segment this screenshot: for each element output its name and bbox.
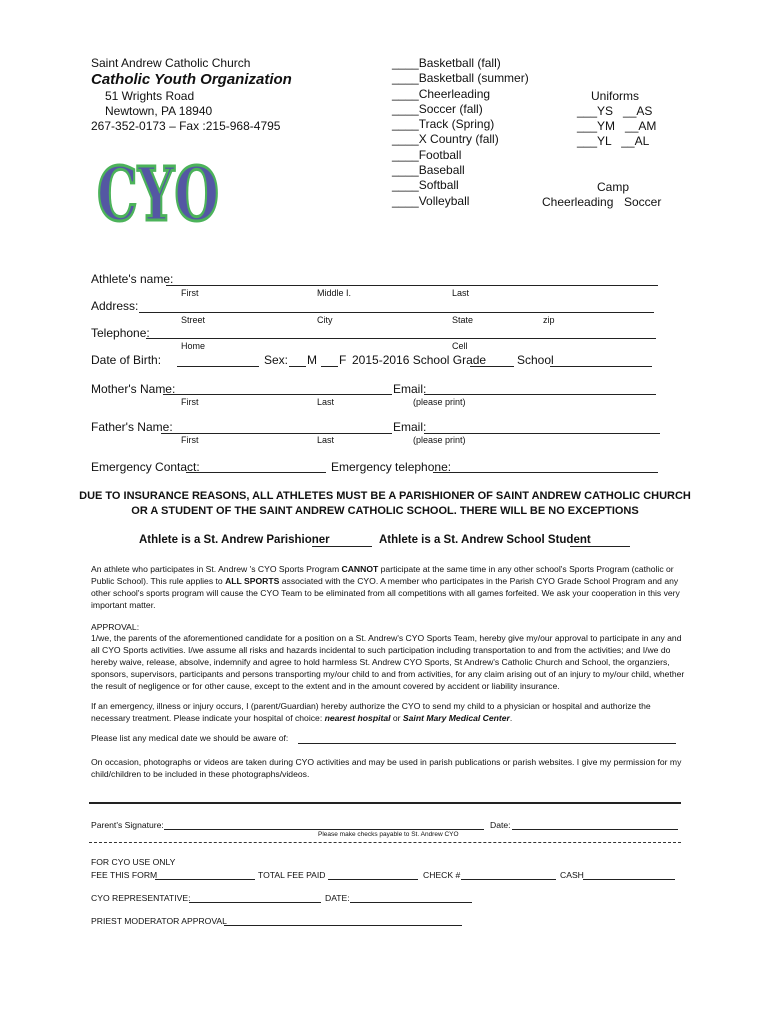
cyo-logo-text: CYO: [97, 152, 219, 238]
cell-caption: Cell: [452, 341, 468, 351]
athlete-name-field[interactable]: [166, 285, 658, 286]
please-print-caption: (please print): [413, 397, 466, 407]
first-caption: First: [181, 397, 199, 407]
priest-approval-field[interactable]: [224, 925, 462, 926]
sport-option[interactable]: ____Cheerleading: [392, 86, 491, 101]
total-fee-field[interactable]: [328, 879, 418, 880]
father-email-label: Email:: [393, 420, 427, 434]
medical-field[interactable]: [298, 743, 676, 744]
sex-male-field[interactable]: [289, 366, 306, 367]
school-grade-field[interactable]: [470, 366, 514, 367]
sports-list: [392, 56, 529, 209]
address-line-2: Newtown, PA 18940: [105, 104, 213, 118]
father-name-label: Father's Name:: [91, 420, 173, 434]
checks-note: Please make checks payable to St. Andrew CYO: [318, 831, 459, 838]
fee-field[interactable]: [155, 879, 255, 880]
school-student-field[interactable]: [570, 546, 630, 547]
insurance-notice-line-1: DUE TO INSURANCE REASONS, ALL ATHLETES MUST BE A PARISHIONER OF SAINT ANDREW CATHOLIC CHURCH: [79, 490, 691, 502]
first-caption: First: [181, 288, 199, 298]
emergency-contact-field[interactable]: [186, 472, 326, 473]
sex-female-field[interactable]: [321, 366, 338, 367]
approval-paragraph: 1/we, the parents of the aforementioned candidate for a position on a St. Andrew's CYO Sports Team, hereby give my/our approval to participate in any and all CYO Sports activities. I/we assume all risks and hazards incidental to such participation including transportation to and from the activities; and I/we do hereby waive, release, absolve, indemnify and agree to hold harmless St. Andrew CYO Sports, St Andrew's Catholic Church and School, the organziers, sponsors, supervisors, participants and persons transporting my/our child to and from activities, for any claim arising out of an injury to my/our child, whether the result of negligence or for other cause, except to the extent and in the amount covered by accident or liability insurance.: [91, 633, 685, 691]
address-field[interactable]: [139, 312, 654, 313]
emergency-phone-label: Emergency telephone:: [331, 460, 452, 474]
uniforms-title: Uniforms: [591, 89, 640, 103]
cash-label: CASH: [560, 870, 584, 880]
sex-male-label: M: [307, 353, 317, 367]
cyo-representative-label: CYO REPRESENTATIVE:: [91, 893, 191, 903]
home-caption: Home: [181, 341, 206, 351]
dashed-cut-line: [89, 842, 681, 843]
emergency-authorization-paragraph: If an emergency, illness or injury occurs, I (parent/Guardian) hereby authorize the CYO to send my child to a physician or hospital and authorize the necessary treatment. Please indicate your hospital of choice: nearest hospital or Saint Mary Medical Center.: [91, 701, 651, 723]
signature-label: Parent's Signature:: [91, 820, 164, 830]
state-caption: State: [452, 315, 474, 325]
emergency-phone-field[interactable]: [433, 472, 658, 473]
signature-date-label: Date:: [490, 820, 511, 830]
sport-option[interactable]: ____Volleyball: [392, 193, 470, 208]
camp-title: Camp: [597, 180, 630, 194]
telephone-field[interactable]: [146, 338, 656, 339]
telephone-label: Telephone:: [91, 326, 150, 340]
cyo-logo: [94, 148, 222, 238]
city-caption: City: [317, 315, 333, 325]
dob-field[interactable]: [177, 366, 259, 367]
sport-option[interactable]: ____Baseball: [392, 163, 465, 178]
uniform-size-row[interactable]: ___YM __AM: [577, 119, 657, 133]
parishioner-label: Athlete is a St. Andrew Parishioner: [139, 534, 330, 546]
office-use-title: FOR CYO USE ONLY: [91, 857, 176, 867]
check-number-field[interactable]: [461, 879, 556, 880]
mother-name-field[interactable]: [163, 394, 392, 395]
zip-caption: zip: [543, 315, 555, 325]
total-fee-label: TOTAL FEE PAID: [258, 870, 326, 880]
address-label: Address:: [91, 299, 139, 313]
sport-option[interactable]: ____Softball: [392, 178, 459, 193]
sport-option[interactable]: ____Basketball (fall): [392, 56, 501, 70]
mother-email-label: Email:: [393, 382, 427, 396]
approval-title: APPROVAL:: [91, 622, 140, 632]
signature-field[interactable]: [164, 829, 484, 830]
school-field[interactable]: [550, 366, 652, 367]
insurance-notice-line-2: OR A STUDENT OF THE SAINT ANDREW CATHOLIC SCHOOL. THERE WILL BE NO EXCEPTIONS: [131, 505, 639, 517]
school-grade-label: 2015-2016 School Grade: [352, 353, 487, 367]
school-label: School: [517, 353, 554, 367]
address-line-1: 51 Wrights Road: [105, 89, 195, 103]
uniform-size-row[interactable]: ___YL __AL: [577, 134, 650, 148]
uniform-size-row[interactable]: ___YS __AS: [577, 104, 653, 118]
organization-title: Catholic Youth Organization: [91, 71, 292, 88]
sport-option[interactable]: ____Track (Spring): [392, 117, 495, 132]
father-email-field[interactable]: [424, 433, 660, 434]
rule-paragraph: An athlete who participates in St. Andrew 's CYO Sports Program CANNOT participate at the same time in any other school's Sports Program (catholic or Public School). This rule applies to ALL SPORTS associated with the CYO. A member who participates in the Parish CYO Grade School Program and any other school's sports program will cause the CYO Team to be eliminated from all competitions with all games forfeited. We ask your cooperation in this very important matter.: [91, 564, 680, 610]
camp-cheerleading[interactable]: Cheerleading: [542, 195, 614, 209]
mother-name-label: Mother's Name:: [91, 382, 176, 396]
street-caption: Street: [181, 315, 206, 325]
parishioner-field[interactable]: [312, 546, 372, 547]
divider: [89, 802, 681, 804]
church-name: Saint Andrew Catholic Church: [91, 56, 251, 70]
last-caption: Last: [317, 435, 335, 445]
medical-label: Please list any medical date we should be aware of:: [91, 733, 289, 743]
phone-fax: 267-352-0173 – Fax :215-968-4795: [91, 119, 281, 133]
representative-date-label: DATE:: [325, 893, 350, 903]
sport-option[interactable]: ____Soccer (fall): [392, 101, 483, 116]
father-name-field[interactable]: [161, 433, 392, 434]
check-number-label: CHECK #: [423, 870, 461, 880]
emergency-contact-label: Emergency Contact:: [91, 460, 200, 474]
dob-label: Date of Birth:: [91, 353, 162, 367]
photo-permission-paragraph: On occasion, photographs or videos are taken during CYO activities and may be used in parish publications or parish websites. I give my permission for my child/children to be included in these photographs/videos.: [91, 757, 682, 779]
sex-label: Sex:: [264, 353, 289, 367]
sport-option[interactable]: ____Basketball (summer): [392, 71, 529, 86]
representative-date-field[interactable]: [350, 902, 472, 903]
athlete-name-label: Athlete's name:: [91, 272, 174, 286]
first-caption: First: [181, 435, 199, 445]
fee-label: FEE THIS FORM: [91, 870, 158, 880]
school-student-label: Athlete is a St. Andrew School Student: [379, 534, 591, 546]
priest-approval-label: PRIEST MODERATOR APPROVAL: [91, 916, 227, 926]
camp-soccer[interactable]: Soccer: [624, 195, 662, 209]
middle-caption: Middle I.: [317, 288, 352, 298]
cash-field[interactable]: [583, 879, 675, 880]
sport-option[interactable]: ____Football: [392, 147, 462, 162]
please-print-caption: (please print): [413, 435, 466, 445]
mother-email-field[interactable]: [424, 394, 656, 395]
signature-date-field[interactable]: [512, 829, 678, 830]
cyo-representative-field[interactable]: [189, 902, 321, 903]
sex-female-label: F: [339, 353, 347, 367]
last-caption: Last: [452, 288, 470, 298]
last-caption: Last: [317, 397, 335, 407]
sport-option[interactable]: ____X Country (fall): [392, 132, 499, 147]
